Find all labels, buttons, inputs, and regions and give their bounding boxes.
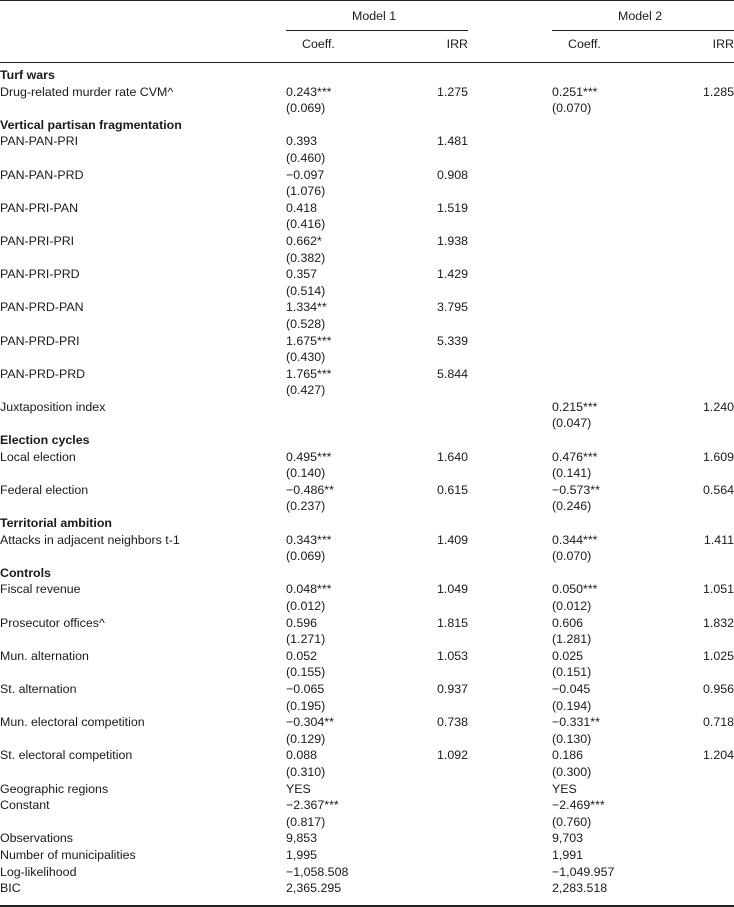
table-row	[0, 747, 734, 764]
std-error-row	[0, 664, 734, 681]
row-label: St. alternation	[0, 681, 77, 696]
row-label: Log-likelihood	[0, 864, 77, 879]
table-row	[0, 299, 734, 316]
table-row	[0, 830, 734, 847]
model-2-coeff: (0.760)	[552, 814, 592, 829]
row-label: Federal election	[0, 482, 89, 497]
model-2-irr: 1.832	[702, 615, 734, 630]
model-2-coeff: YES	[552, 781, 577, 796]
row-label: PAN-PAN-PRI	[0, 134, 79, 149]
model-2-coeff: −0.045	[552, 681, 591, 696]
row-label: Mun. alternation	[0, 648, 89, 663]
model-1-coeff: 0.495***	[286, 449, 332, 464]
section-header	[0, 432, 734, 449]
table-row	[0, 84, 734, 101]
table-row	[0, 532, 734, 549]
model-2-coeff: 0.050***	[552, 582, 598, 597]
model-2-coeff: −2.469***	[552, 798, 605, 813]
model-2-coeff: (0.012)	[552, 599, 592, 613]
model-1-coeff: 1.675***	[286, 333, 332, 348]
model-2-coeff: 0.476***	[552, 449, 598, 464]
table-row	[0, 333, 734, 350]
model-1-irr: 1.275	[436, 84, 468, 99]
model-2-header: Model 2	[618, 9, 663, 23]
model-1-irr: 0.908	[436, 167, 468, 182]
model-1-coeff: (0.430)	[286, 350, 326, 365]
row-label: Number of municipalities	[0, 847, 136, 862]
row-label: Drug-related murder rate CVM^	[0, 84, 174, 99]
std-error-row	[0, 349, 734, 366]
model-2-coeff: 0.344***	[552, 532, 598, 547]
section-header	[0, 515, 734, 532]
model-2-coeff: 0.186	[552, 748, 584, 763]
model-2-coeff: (1.281)	[552, 632, 592, 647]
table-row	[0, 847, 734, 864]
model-1-coeff: 2,365.295	[286, 881, 342, 896]
std-error-row	[0, 216, 734, 233]
model-1-coeff: −0.304**	[286, 715, 334, 730]
model-1-irr: 0.615	[436, 482, 468, 497]
coeff-header-model-1: Coeff.	[302, 37, 335, 51]
table-row	[0, 581, 734, 598]
model-2-underline	[552, 30, 734, 31]
model-2-irr: 1.025	[702, 648, 734, 663]
row-label: BIC	[0, 881, 21, 896]
model-1-coeff: 0.243***	[286, 84, 332, 99]
model-1-coeff: −0.097	[286, 167, 325, 182]
model-1-coeff: (0.514)	[286, 283, 326, 298]
model-2-irr: 0.956	[702, 681, 734, 696]
model-2-coeff: (0.141)	[552, 466, 592, 481]
regression-table-body	[0, 67, 734, 897]
std-error-row	[0, 698, 734, 715]
model-2-coeff: (0.246)	[552, 499, 592, 514]
model-1-coeff: (0.012)	[286, 599, 326, 613]
section-header	[0, 565, 734, 582]
model-1-coeff: −0.065	[286, 681, 325, 696]
section-label: Election cycles	[0, 433, 90, 448]
section-label: Vertical partisan fragmentation	[0, 117, 182, 132]
table-row	[0, 133, 734, 150]
model-1-coeff: (0.460)	[286, 150, 326, 165]
model-1-irr: 1.409	[436, 532, 468, 547]
model-2-irr: 0.718	[702, 715, 734, 730]
model-1-coeff: (0.069)	[286, 101, 326, 116]
bottom-rule	[0, 905, 734, 907]
std-error-row	[0, 283, 734, 300]
table-row	[0, 482, 734, 499]
row-label: PAN-PRD-PAN	[0, 300, 84, 315]
row-label: Observations	[0, 831, 74, 846]
model-1-coeff: YES	[286, 781, 311, 796]
model-2-irr: 0.564	[702, 482, 734, 497]
model-2-coeff: 1,991	[552, 847, 584, 862]
model-1-irr: 0.738	[436, 715, 468, 730]
model-1-coeff: 1,995	[286, 847, 318, 862]
model-2-coeff: 0.606	[552, 615, 584, 630]
row-label: Geographic regions	[0, 781, 109, 796]
model-1-coeff: 0.596	[286, 615, 318, 630]
model-1-coeff: 0.052	[286, 648, 318, 663]
model-2-coeff: (0.070)	[552, 549, 592, 564]
model-2-coeff: 0.215***	[552, 399, 598, 414]
model-1-coeff: (0.069)	[286, 549, 326, 564]
model-1-coeff: (0.237)	[286, 499, 326, 514]
row-label: Local election	[0, 449, 76, 464]
table-row	[0, 615, 734, 632]
model-1-coeff: 0.393	[286, 134, 318, 149]
model-1-coeff: (0.416)	[286, 217, 326, 232]
model-1-irr: 1.429	[436, 267, 468, 282]
row-label: Juxtaposition index	[0, 399, 106, 414]
model-2-coeff: −0.573**	[552, 482, 600, 497]
model-1-coeff: (0.528)	[286, 316, 326, 331]
model-2-irr: 1.609	[702, 449, 734, 464]
std-error-row	[0, 731, 734, 748]
model-1-coeff: 1.334**	[286, 300, 327, 315]
std-error-row	[0, 415, 734, 432]
model-1-irr: 5.844	[436, 366, 468, 381]
std-error-row	[0, 100, 734, 117]
row-label: PAN-PRD-PRD	[0, 366, 86, 381]
model-1-coeff: (0.140)	[286, 466, 326, 481]
model-1-irr: 3.795	[436, 300, 468, 315]
row-label: PAN-PRI-PRI	[0, 233, 75, 248]
table-row	[0, 864, 734, 881]
model-2-coeff: (0.070)	[552, 101, 592, 116]
model-1-coeff: (0.427)	[286, 383, 326, 398]
model-1-coeff: (0.155)	[286, 665, 326, 680]
model-1-coeff: (0.129)	[286, 731, 326, 746]
std-error-row	[0, 183, 734, 200]
table-row	[0, 714, 734, 731]
model-1-coeff: (1.271)	[286, 632, 326, 647]
model-2-irr: 1.204	[702, 748, 734, 763]
model-1-coeff: (0.310)	[286, 764, 326, 779]
model-2-coeff: (0.130)	[552, 731, 592, 746]
table-row	[0, 797, 734, 814]
model-2-coeff: (0.151)	[552, 665, 592, 680]
std-error-row	[0, 814, 734, 831]
model-1-irr: 1.938	[436, 233, 468, 248]
model-1-irr: 1.815	[436, 615, 468, 630]
model-1-coeff: (0.817)	[286, 814, 326, 829]
model-1-irr: 0.937	[436, 681, 468, 696]
row-label: PAN-PRD-PRI	[0, 333, 80, 348]
model-1-coeff: 0.088	[286, 748, 318, 763]
model-1-coeff: 0.662*	[286, 233, 322, 248]
model-1-underline	[286, 30, 468, 31]
model-1-irr: 1.640	[436, 449, 468, 464]
model-1-irr: 1.092	[436, 748, 468, 763]
model-2-irr: 1.051	[702, 582, 734, 597]
model-2-coeff: −1,049.957	[552, 864, 615, 879]
section-label: Turf wars	[0, 68, 55, 82]
model-2-coeff: (0.194)	[552, 698, 592, 713]
section-header	[0, 67, 734, 84]
irr-header-model-2: IRR	[712, 37, 734, 51]
model-1-irr: 1.519	[436, 200, 468, 215]
table-row	[0, 366, 734, 383]
model-2-coeff: 0.025	[552, 648, 584, 663]
row-label: Fiscal revenue	[0, 582, 81, 597]
std-error-row	[0, 764, 734, 781]
model-1-irr: 1.049	[436, 582, 468, 597]
table-row	[0, 200, 734, 217]
model-2-coeff: 0.251***	[552, 84, 598, 99]
model-2-coeff: (0.047)	[552, 416, 592, 431]
table-row	[0, 681, 734, 698]
row-label: St. electoral competition	[0, 748, 133, 763]
model-1-header: Model 1	[352, 9, 397, 23]
table-row	[0, 880, 734, 897]
model-1-coeff: (1.076)	[286, 184, 326, 199]
model-1-coeff: −1,058.508	[286, 864, 349, 879]
coeff-header-model-2: Coeff.	[568, 37, 601, 51]
row-label: PAN-PRI-PRD	[0, 267, 80, 282]
std-error-row	[0, 598, 734, 615]
row-label: Prosecutor offices^	[0, 615, 105, 630]
model-1-coeff: −0.486**	[286, 482, 334, 497]
irr-header-model-1: IRR	[446, 37, 468, 51]
table-row	[0, 233, 734, 250]
model-1-coeff: (0.382)	[286, 250, 326, 265]
model-1-irr: 1.053	[436, 648, 468, 663]
model-1-coeff: −2.367***	[286, 798, 339, 813]
table-row	[0, 266, 734, 283]
model-2-coeff: 9,703	[552, 831, 584, 846]
model-2-coeff: −0.331**	[552, 715, 600, 730]
model-2-coeff: (0.300)	[552, 764, 592, 779]
table-row	[0, 781, 734, 798]
table-row	[0, 167, 734, 184]
model-2-irr: 1.240	[702, 399, 734, 414]
model-2-irr: 1.285	[702, 84, 734, 99]
std-error-row	[0, 498, 734, 515]
model-1-coeff: 0.418	[286, 200, 318, 215]
std-error-row	[0, 316, 734, 333]
std-error-row	[0, 250, 734, 267]
section-header	[0, 117, 734, 134]
row-label: PAN-PAN-PRD	[0, 167, 84, 182]
std-error-row	[0, 382, 734, 399]
section-label: Territorial ambition	[0, 516, 112, 531]
model-1-coeff: 0.343***	[286, 532, 332, 547]
model-1-irr: 5.339	[436, 333, 468, 348]
model-1-irr: 1.481	[436, 134, 468, 149]
model-1-coeff: 0.357	[286, 267, 318, 282]
model-1-coeff: 9,853	[286, 831, 318, 846]
std-error-row	[0, 150, 734, 167]
model-1-coeff: 0.048***	[286, 582, 332, 597]
row-label: Attacks in adjacent neighbors t-1	[0, 532, 180, 547]
section-label: Controls	[0, 565, 51, 580]
std-error-row	[0, 465, 734, 482]
std-error-row	[0, 631, 734, 648]
table-row	[0, 648, 734, 665]
row-label: PAN-PRI-PAN	[0, 200, 79, 215]
model-2-coeff: 2,283.518	[552, 881, 608, 896]
table-row	[0, 449, 734, 466]
model-1-coeff: 1.765***	[286, 366, 332, 381]
model-2-irr: 1.411	[703, 532, 734, 547]
table-row	[0, 399, 734, 416]
std-error-row	[0, 548, 734, 565]
model-1-coeff: (0.195)	[286, 698, 326, 713]
header-rule	[0, 62, 734, 63]
top-rule	[0, 0, 734, 1]
row-label: Mun. electoral competition	[0, 715, 145, 730]
row-label: Constant	[0, 798, 50, 813]
